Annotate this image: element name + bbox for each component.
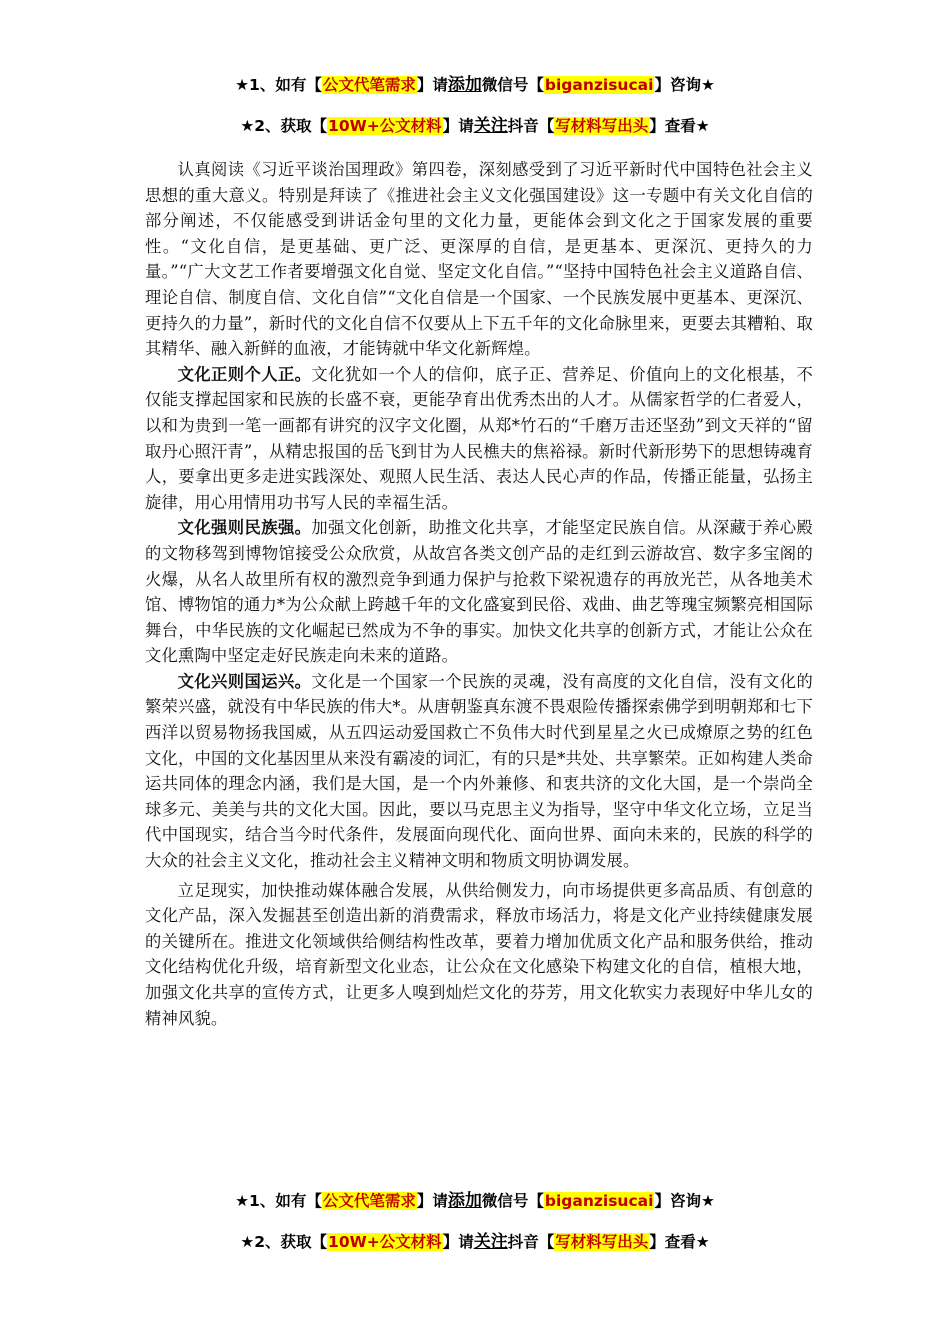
paragraph-lead: 文化兴则国运兴。 <box>177 671 312 691</box>
star-icon: ★ <box>235 1192 250 1210</box>
star-icon: ★ <box>240 117 255 135</box>
emphasis-add: 添加 <box>447 1191 482 1211</box>
promo-banner-top-2: ★2、获取【10W+公文材料】请关注抖音【写材料写出头】查看★ <box>240 116 710 136</box>
paragraph-individual: 文化正则个人正。文化犹如一个人的信仰，底子正、营养足、价值向上的文化根基，不仅能支撑起国家和民族的长盛不衰，更能孕育出优秀杰出的人才。从儒家哲学的仁者爱人，以和为贵到一笔一画都有讲究的汉字文化圈，从郑*竹石的“千磨万击还坚劲”到文天祥的“留取丹心照汗青”，从精忠报国的岳飞到甘为人民樵夫的焦裕禄。新时代新形势下的思想铸魂育人，要拿出更多走进实践深处、观照人民生活、表达人民心声的作品，传播正能量，弘扬主旋律，用心用情用功书写人民的幸福生活。 <box>145 364 813 512</box>
star-icon: ★ <box>240 1233 255 1251</box>
star-icon: ★ <box>700 76 715 94</box>
paragraph-intro: 认真阅读《习近平谈治国理政》第四卷，深刻感受到了习近平新时代中国特色社会主义思想的重大意义。特别是拜读了《推进社会主义文化强国建设》这一专题中有关文化自信的部分阐述，不仅能感受到讲话金句里的文化力量，更能体会到文化之于国家发展的重要性。“文化自信，是更基础、更广泛、更深厚的自信，是更基本、更深沉、更持久的力量。”“广大文艺工作者要增强文化自觉、坚定文化自信。”“坚持中国特色社会主义道路自信、理论自信、制度自信、文化自信”“文化自信是一个国家、一个民族发展中更基本、更深沉、更持久的力量”，新时代的文化自信不仅要从上下五千年的文化命脉里来，更要去其糟粕、取其精华、融入新鲜的血液，才能铸就中华文化新辉煌。 <box>145 160 813 359</box>
article-body <box>145 157 813 1031</box>
promo-banner-top-1: ★1、如有【公文代笔需求】请添加微信号【biganzisucai】咨询★ <box>235 75 715 95</box>
highlight-service: 公文代笔需求 <box>322 1192 416 1210</box>
promo-banner-bottom-2: ★2、获取【10W+公文材料】请关注抖音【写材料写出头】查看★ <box>240 1232 710 1252</box>
star-icon: ★ <box>235 76 250 94</box>
highlight-materials: 10W+公文材料 <box>328 117 442 135</box>
emphasis-follow: 关注 <box>473 1232 508 1252</box>
highlight-materials: 10W+公文材料 <box>328 1233 442 1251</box>
highlight-douyin-account: 写材料写出头 <box>555 117 649 135</box>
paragraph-lead: 文化正则个人正。 <box>177 364 312 384</box>
highlight-wechat-id: biganzisucai <box>544 1192 654 1210</box>
paragraph-country: 文化兴则国运兴。文化是一个国家一个民族的灵魂，没有高度的文化自信，没有文化的繁荣兴盛，就没有中华民族的伟大*。从唐朝鉴真东渡不畏艰险传播探索佛学到明朝郑和七下西洋以贸易物扬我国威，从五四运动爱国救亡不负伟大时代到星星之火已成燎原之势的红色文化，中国的文化基因里从来没有霸凌的词汇，有的只是*共处、共享繁荣。正如构建人类命运共同体的理念内涵，我们是大国，是一个内外兼修、和衷共济的文化大国，是一个崇尚全球多元、美美与共的文化大国。因此，要以马克思主义为指导，坚守中华文化立场，立足当代中国现实，结合当今时代条件，发展面向现代化、面向世界、面向未来的，民族的科学的大众的社会主义文化，推动社会主义精神文明和物质文明协调发展。 <box>145 671 813 871</box>
emphasis-follow: 关注 <box>473 116 508 136</box>
star-icon: ★ <box>695 117 710 135</box>
paragraph-nation: 文化强则民族强。加强文化创新，助推文化共享，才能坚定民族自信。从深藏于养心殿的文物移驾到博物馆接受公众欣赏，从故宫各类文创产品的走红到云游故宫、数字多宝阁的火爆，从名人故里所有权的激烈竞争到通力保护与抢救下梁祝遗存的再放光芒，从各地美术馆、博物馆的通力*为公众献上跨越千年的文化盛宴到民俗、戏曲、曲艺等瑰宝频繁亮相国际舞台，中华民族的文化崛起已然成为不争的事实。加快文化共享的创新方式，才能让公众在文化熏陶中坚定走好民族走向未来的道路。 <box>145 518 813 666</box>
promo-banner-bottom-1: ★1、如有【公文代笔需求】请添加微信号【biganzisucai】咨询★ <box>235 1191 715 1211</box>
emphasis-add: 添加 <box>447 75 482 95</box>
star-icon: ★ <box>700 1192 715 1210</box>
star-icon: ★ <box>695 1233 710 1251</box>
paragraph-conclusion: 立足现实，加快推动媒体融合发展，从供给侧发力，向市场提供更多高品质、有创意的文化产品，深入发掘甚至创造出新的消费需求，释放市场活力，将是文化产业持续健康发展的关键所在。推进文化领域供给侧结构性改革，要着力增加优质文化产品和服务供给，推动文化结构优化升级，培育新型文化业态，让公众在文化感染下构建文化的自信，植根大地，加强文化共享的宣传方式，让更多人嗅到灿烂文化的芬芳，用文化软实力表现好中华儿女的精神风貌。 <box>145 880 813 1028</box>
highlight-douyin-account: 写材料写出头 <box>555 1233 649 1251</box>
highlight-wechat-id: biganzisucai <box>544 76 654 94</box>
paragraph-lead: 文化强则民族强。 <box>177 518 312 538</box>
highlight-service: 公文代笔需求 <box>322 76 416 94</box>
